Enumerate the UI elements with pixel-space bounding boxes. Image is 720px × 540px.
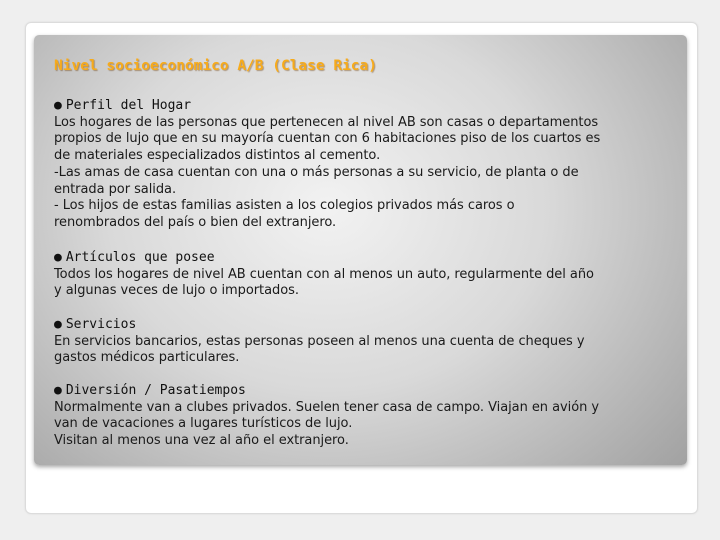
section-heading	[54, 317, 654, 334]
bullet-icon: ●	[54, 383, 62, 398]
section-diversion-pasatiempos	[54, 383, 654, 450]
bullet-icon: ●	[54, 98, 62, 113]
section-heading	[54, 98, 654, 115]
section-heading-text: Artículos que posee	[65, 250, 215, 265]
bullet-icon: ●	[54, 317, 62, 332]
section-heading	[54, 250, 654, 267]
section-body: Todos los hogares de nivel AB cuentan con al menos un auto, regularmente del año y algunas veces de lujo o importados.	[54, 266, 594, 299]
section-heading	[54, 383, 654, 400]
section-servicios	[54, 317, 654, 367]
section-body: Normalmente van a clubes privados. Suelen tener casa de campo. Viajan en avión y van de vacaciones a lugares turísticos de lujo. Visitan al menos una vez al año el extranjero.	[54, 399, 600, 449]
section-heading-text: Perfil del Hogar	[65, 98, 192, 113]
section-body: Los hogares de las personas que pertenecen al nivel AB son casas o departamentos propios de lujo que en su mayoría cuentan con 6 habitaciones piso de los cuartos es de materiales especializados distintos al cemento. -Las amas de casa cuentan con una o más personas a su servicio, de planta o de entrada por salida. - Los hijos de estas familias asisten a los colegios privados más caros o renombrados del país o bien del extranjero.	[54, 114, 601, 230]
section-articulos-que-posee	[54, 250, 654, 300]
section-perfil-del-hogar	[54, 98, 654, 232]
section-heading-text: Diversión / Pasatiempos	[65, 383, 246, 398]
section-body: En servicios bancarios, estas personas poseen al menos una cuenta de cheques y gastos médicos particulares.	[54, 333, 585, 366]
section-heading-text: Servicios	[65, 317, 137, 332]
slide-title: Nivel socioeconómico A/B (Clase Rica)	[54, 58, 378, 74]
bullet-icon: ●	[54, 250, 62, 265]
